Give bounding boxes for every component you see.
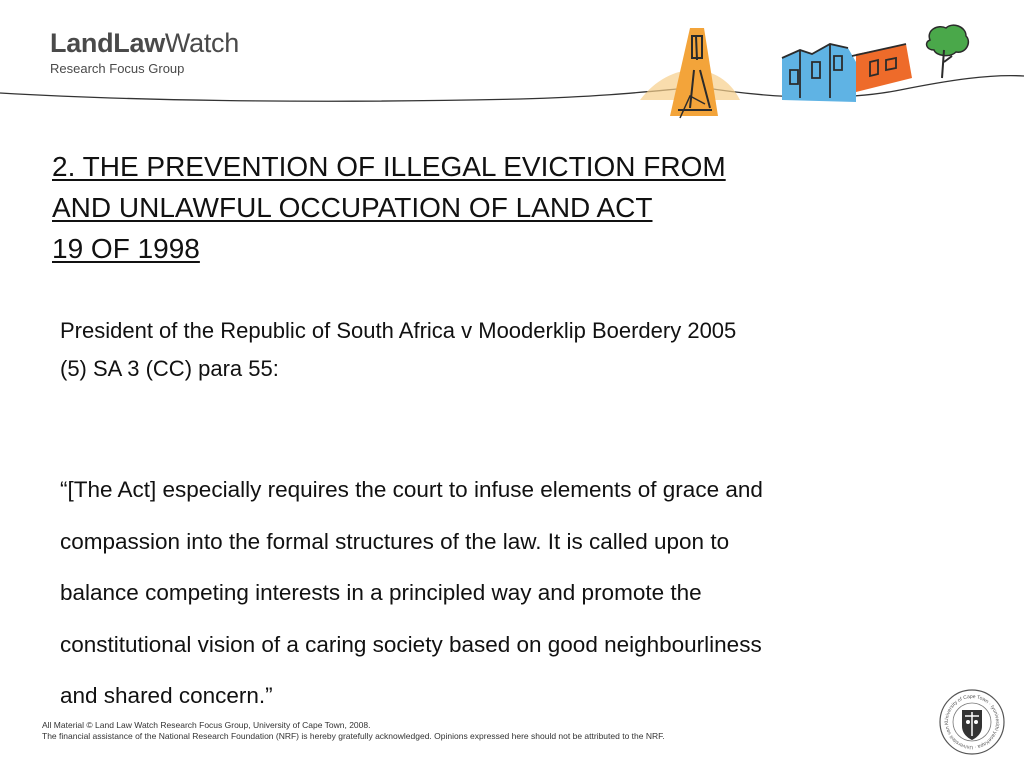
brand-logo — [50, 28, 239, 76]
title-line: 2. THE PREVENTION OF ILLEGAL EVICTION FROM — [52, 151, 726, 182]
brand-subtitle: Research Focus Group — [50, 61, 185, 76]
quote-line: constitutional vision of a caring society based on good neighbourliness — [60, 631, 762, 657]
footer-credits — [42, 720, 902, 742]
footer-line: All Material © Land Law Watch Research Focus Group, University of Cape Town, 2008. — [42, 720, 371, 730]
orange-house-icon — [852, 44, 912, 92]
brand-name-law: Law — [113, 28, 165, 58]
case-citation — [60, 312, 960, 388]
uct-seal-icon — [938, 688, 1006, 756]
quote-line: compassion into the formal structures of the law. It is called upon to — [60, 528, 730, 554]
brand-name-watch: Watch — [164, 28, 239, 58]
citation-line: President of the Republic of South Africa v Mooderklip Boerdery 2005 — [60, 318, 737, 343]
seal-ring-text: University of Cape Town · Iyunivesithi yaseKapa · Universiteit van K — [943, 693, 1001, 751]
title-line: 19 OF 1998 — [52, 233, 200, 264]
footer-line: The financial assistance of the National Research Foundation (NRF) is hereby gratefully acknowledged. Opinions expressed here should not be attributed to the NRF. — [42, 731, 665, 741]
slide-title — [52, 146, 952, 269]
citation-line: (5) SA 3 (CC) para 55: — [60, 356, 279, 381]
brand-name-land: Land — [50, 28, 114, 58]
brand-name — [50, 28, 239, 58]
title-line: AND UNLAWFUL OCCUPATION OF LAND ACT — [52, 192, 653, 223]
case-quote — [60, 464, 960, 722]
tree-icon — [927, 25, 969, 78]
quote-line: balance competing interests in a principled way and promote the — [60, 580, 702, 605]
quote-line: and shared concern.” — [60, 683, 273, 708]
quote-line: “[The Act] especially requires the court to infuse elements of grace and — [60, 477, 763, 502]
blue-buildings-icon — [782, 44, 856, 102]
